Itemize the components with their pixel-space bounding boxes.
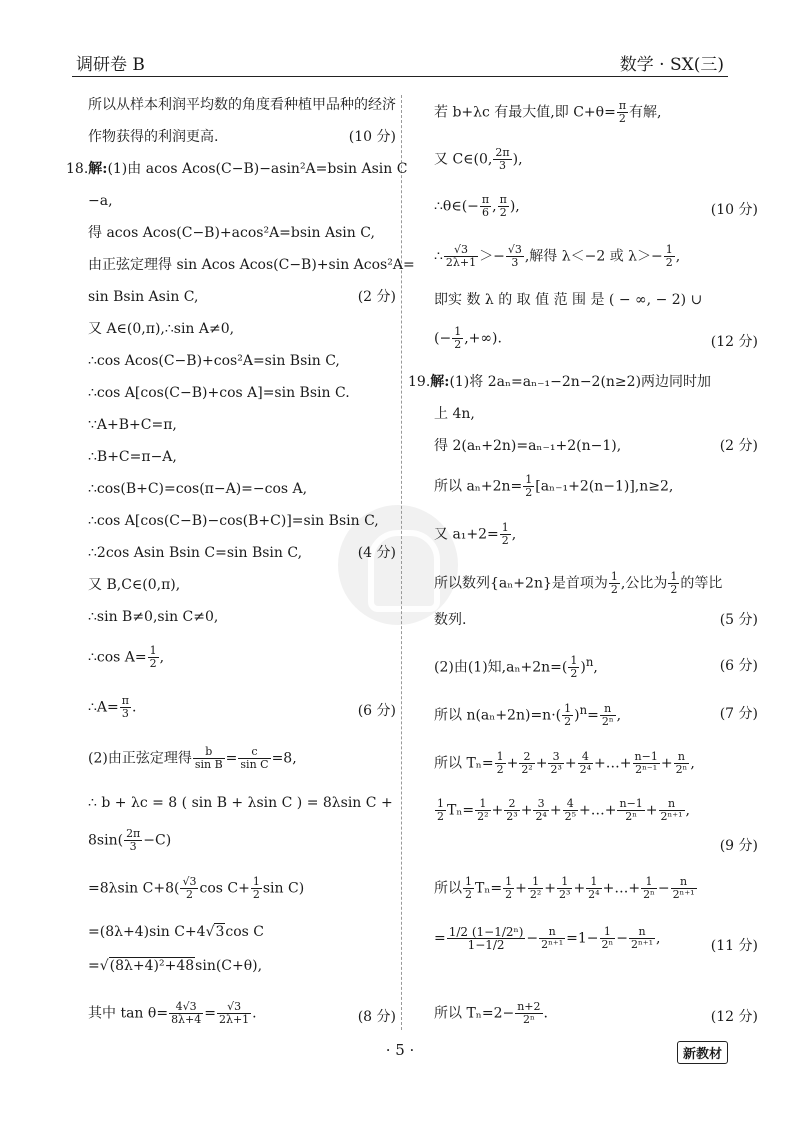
- text-run: =: [88, 958, 100, 974]
- text-run: [aₙ₋₁+2(n−1)],n≥2,: [535, 478, 674, 495]
- fraction-denominator: 2λ+1: [218, 1013, 250, 1026]
- fraction: [609, 571, 620, 596]
- text-run: 又 a₁+2=: [434, 526, 499, 543]
- fraction: [504, 798, 519, 823]
- fraction: [493, 147, 511, 172]
- fraction: [617, 798, 644, 823]
- text-line: ∴cos Acos(C−B)+cos²A=sin Bsin C,: [88, 353, 340, 369]
- fraction-numerator: n: [659, 798, 685, 811]
- text-run: 8sin: [88, 832, 118, 849]
- fraction-numerator: n: [600, 703, 616, 716]
- text-run: −: [439, 330, 452, 347]
- fraction-denominator: 2²: [521, 763, 533, 776]
- fraction-numerator: 1: [437, 797, 444, 810]
- fraction: [120, 695, 131, 720]
- fraction: [515, 1001, 542, 1026]
- fraction-denominator: 2²: [477, 810, 489, 823]
- fraction-denominator: 2⁴: [579, 763, 592, 776]
- text-run: 又 C∈: [434, 151, 474, 168]
- text-run: ,: [656, 930, 661, 947]
- fraction-numerator: b: [193, 746, 225, 759]
- score-note: (2 分): [719, 438, 758, 454]
- fraction-denominator: 2: [454, 338, 462, 351]
- text-run: .: [252, 1005, 257, 1022]
- text-line: ∴cos A[cos(C−B)−cos(B+C)]=sin Bsin C,: [88, 513, 379, 529]
- text-run: ∴: [434, 248, 443, 265]
- fraction-denominator: 2⁴: [535, 810, 547, 823]
- fraction-denominator: 2ⁿ: [675, 763, 688, 776]
- text-line: 得 2(aₙ+2n)=aₙ₋₁+2(n−1),: [434, 438, 622, 454]
- exponent: n: [579, 703, 588, 717]
- text-run: =: [204, 1005, 216, 1022]
- text-line: [434, 571, 722, 596]
- fraction-denominator: 2: [499, 206, 507, 219]
- text-run: +: [535, 755, 548, 772]
- fraction-numerator: π: [499, 193, 507, 206]
- text-line: [88, 695, 136, 720]
- text-line: ∴B+C=π−A,: [88, 449, 177, 465]
- text-run: ,: [159, 649, 165, 666]
- fraction-denominator: 2ⁿ: [625, 810, 638, 823]
- fraction-numerator: 2: [504, 798, 519, 811]
- text-line: 得 acos Acos(C−B)+acos²A=bsin Asin C,: [88, 225, 375, 241]
- fraction: [586, 876, 601, 901]
- fraction: [148, 645, 159, 670]
- score-note: (12 分): [710, 1009, 758, 1025]
- fraction: [659, 798, 685, 823]
- fraction: [539, 926, 565, 951]
- text-run: cos C+: [199, 880, 250, 897]
- radical: (8λ+4)²+48: [109, 958, 195, 974]
- text-run: sin C: [262, 880, 299, 897]
- text-line: 由正弦定理得 sin Acos Acos(C−B)+sin Acos²A=: [88, 257, 415, 273]
- header-title-left: 调研卷 B: [76, 55, 145, 75]
- text-run: ,: [518, 151, 523, 168]
- fraction: [498, 194, 509, 219]
- fraction-numerator: n: [539, 926, 565, 939]
- text-line: [434, 522, 516, 547]
- fraction: [238, 746, 270, 771]
- fraction-denominator: 2λ+1: [445, 256, 477, 269]
- fraction-numerator: 1: [600, 926, 616, 939]
- fraction-denominator: 2ⁿ⁺¹: [631, 938, 653, 951]
- text-line: 又 A∈(0,π),∴sin A≠0,: [88, 321, 235, 337]
- text-run: +: [520, 802, 533, 819]
- text-run: −: [616, 930, 629, 947]
- fraction-denominator: 2: [610, 583, 618, 596]
- fraction-numerator: 1: [665, 243, 673, 256]
- text-line: ∴cos(B+C)=cos(π−A)=−cos A,: [88, 481, 308, 497]
- text-run: ,: [511, 526, 517, 543]
- fraction-denominator: 2: [149, 657, 157, 670]
- text-run: =: [225, 750, 238, 767]
- text-line: [88, 1001, 257, 1026]
- fraction-numerator: 1/2 (1−1/2ⁿ): [448, 925, 524, 939]
- score-note: (6 分): [719, 658, 758, 674]
- question-number: 18.: [66, 161, 89, 177]
- fraction-numerator: √3: [444, 244, 478, 257]
- fraction-denominator: 2ⁿ⁻¹: [635, 763, 658, 776]
- score-note: (10 分): [348, 129, 396, 145]
- fraction-denominator: 2: [570, 667, 578, 681]
- fraction-denominator: 2⁴: [588, 888, 600, 901]
- fraction: [568, 655, 579, 680]
- fraction-numerator: π: [121, 694, 129, 707]
- fraction-numerator: √3: [217, 1001, 251, 1014]
- fraction-numerator: 1: [505, 875, 513, 888]
- fraction-numerator: n: [629, 926, 655, 939]
- text-run: ∴cos A=: [88, 649, 147, 666]
- fraction-numerator: c: [238, 746, 270, 759]
- fraction-denominator: 2ⁿ: [522, 1013, 535, 1026]
- text-run: =: [587, 707, 599, 724]
- text-run: +: [645, 802, 658, 819]
- fraction-denominator: 2ⁿ⁺¹: [541, 938, 564, 951]
- fraction-denominator: 2⁵: [564, 810, 577, 823]
- fraction: [169, 1001, 203, 1026]
- text-run: ,+∞: [464, 330, 493, 347]
- score-note: (10 分): [710, 202, 758, 218]
- text-run: ,: [616, 707, 622, 724]
- fraction-numerator: 1: [564, 702, 572, 716]
- fraction: [578, 751, 593, 776]
- text-line: [434, 798, 690, 823]
- score-note: (9 分): [719, 838, 758, 854]
- text-run: +…+: [594, 755, 632, 772]
- fraction-denominator: 2: [525, 486, 533, 499]
- fraction-numerator: √3: [182, 875, 197, 888]
- fraction: [668, 571, 679, 596]
- fraction-denominator: 2ⁿ⁺¹: [672, 888, 695, 901]
- fraction: [600, 703, 616, 728]
- fraction: [463, 876, 474, 901]
- fraction: [506, 244, 524, 269]
- text-run: +: [506, 755, 519, 772]
- fraction-numerator: 3: [533, 798, 548, 811]
- text-run: +: [564, 755, 577, 772]
- fraction-denominator: 2: [618, 112, 626, 125]
- fraction-numerator: n−1: [634, 750, 658, 763]
- fraction-denominator: 1−1/2: [467, 938, 505, 952]
- fraction-denominator: sin B: [194, 758, 223, 771]
- fraction: [251, 876, 262, 901]
- fraction-numerator: 2π: [495, 146, 510, 159]
- fraction: [444, 244, 478, 269]
- text-run: +…+: [579, 802, 617, 819]
- fraction-numerator: 1: [570, 654, 578, 668]
- fraction: [563, 798, 578, 823]
- text-run: 所以 Tₙ=: [434, 755, 494, 772]
- fraction-numerator: 1: [496, 750, 504, 763]
- text-line: [434, 100, 662, 125]
- fraction-denominator: 3: [121, 707, 129, 720]
- text-run: ,公比为: [620, 575, 668, 592]
- solution-label: 解:: [88, 161, 108, 177]
- text-run: (2)由(1)知,aₙ+2n=: [434, 659, 562, 676]
- text-run: =8λsin C+8: [88, 880, 174, 897]
- text-run: ,: [685, 802, 690, 819]
- fraction-numerator: 2π: [126, 827, 141, 840]
- fraction: [664, 244, 675, 269]
- question-18-line: [66, 159, 407, 179]
- text-run: =(8λ+4)sin C+4: [88, 924, 206, 940]
- score-note: (8 分): [357, 1009, 396, 1025]
- fraction-denominator: 6: [482, 206, 490, 219]
- text-line: = $\frac{\text{1/2 (1−1/2ⁿ)}}{1-1/2}$ − $\frac{n}{\text{2ⁿ⁺¹}}$ =1− $\frac{1}{\text{2ⁿ}}$ − $\frac{n}{\text{2ⁿ⁺¹}}$ ,: [434, 925, 661, 952]
- fraction-numerator: n+2: [517, 1000, 541, 1013]
- fraction: [180, 876, 198, 901]
- score-note: (7 分): [719, 706, 758, 722]
- text-run: sin(C+θ),: [195, 958, 263, 974]
- text-line: −a,: [88, 193, 113, 209]
- fraction: [528, 876, 543, 901]
- fraction-denominator: 2ⁿ: [643, 888, 655, 901]
- fraction: [217, 1001, 251, 1026]
- column-divider: [401, 95, 402, 1030]
- question-number: 19.: [408, 374, 431, 390]
- fraction: [500, 522, 511, 547]
- fraction-denominator: 2: [185, 888, 193, 901]
- fraction: [447, 926, 526, 951]
- text-run: −: [657, 880, 670, 897]
- fraction: [600, 926, 616, 951]
- fraction: [562, 703, 573, 728]
- fraction: [503, 876, 514, 901]
- text-run: ,: [593, 659, 598, 676]
- text-line: 所以 n(aₙ+2n)=n·( $\frac{1}{2}$ )$^n$= $\frac{n}{\text{2ⁿ}}$ ,: [434, 702, 622, 729]
- fraction: [452, 326, 463, 351]
- solution-label: 解:: [430, 374, 450, 390]
- text-line: (1)由 acos Acos(C−B)−asin²A=bsin Asin C: [107, 161, 408, 177]
- fraction-denominator: 2: [252, 888, 260, 901]
- fraction-denominator: 8λ+4: [171, 1013, 202, 1026]
- text-run: ＞−: [479, 248, 505, 265]
- text-run: 0,: [479, 151, 493, 168]
- text-line: 8sin( $\frac{2\pi}{3}$ −C): [88, 827, 172, 853]
- fraction-denominator: 2: [496, 763, 504, 776]
- text-run: cos C: [225, 924, 265, 940]
- fraction: [548, 751, 563, 776]
- text-line: [434, 244, 680, 269]
- fraction-denominator: 2²: [529, 888, 542, 901]
- text-run: ,: [492, 198, 497, 215]
- text-run: 所以 Tₙ=2−: [434, 1005, 515, 1022]
- score-note: (2 分): [357, 289, 396, 305]
- text-run: ,: [690, 755, 695, 772]
- page-header: [72, 48, 728, 77]
- fraction-denominator: 2: [465, 888, 472, 901]
- fraction-denominator: 2: [670, 583, 678, 596]
- text-run: 若 b+λc 有最大值,即 C+θ=: [434, 104, 616, 121]
- fraction-denominator: 2ⁿ⁺¹: [660, 810, 683, 823]
- fraction-numerator: 1: [586, 876, 601, 889]
- text-run: +…+: [602, 880, 641, 897]
- text-run: +: [660, 755, 673, 772]
- text-run: ∴A=: [88, 699, 119, 716]
- score-note: (4 分): [357, 545, 396, 561]
- text-line: [88, 645, 164, 670]
- fraction: [671, 876, 697, 901]
- text-line: ∵A+B+C=π,: [88, 417, 177, 433]
- text-run: =8,: [271, 750, 297, 767]
- text-line: [88, 746, 297, 771]
- text-line: =√(8λ+4)²+48sin(C+θ),: [88, 958, 263, 974]
- text-line: [434, 876, 698, 901]
- fraction: [475, 798, 490, 823]
- text-line: ∴sin B≠0,sin C≠0,: [88, 609, 219, 625]
- text-line: ∴θ∈(− $\frac{\pi}{6}$ , $\frac{\pi}{2}$ ),: [434, 193, 520, 219]
- text-run: +: [573, 880, 586, 897]
- fraction-denominator: 2ⁿ: [601, 938, 614, 951]
- text-run: ∴θ∈: [434, 198, 462, 215]
- fraction-numerator: 1: [252, 875, 260, 888]
- fraction-numerator: 1: [670, 570, 678, 583]
- text-run: 的等比: [680, 575, 723, 592]
- fraction: [124, 828, 142, 853]
- fraction: [495, 751, 506, 776]
- fraction: [480, 194, 491, 219]
- fraction-numerator: 1: [525, 473, 533, 486]
- text-run: 所以 n(aₙ+2n)=n·: [434, 707, 556, 724]
- fraction-numerator: 1: [475, 798, 490, 811]
- fraction-numerator: 1: [465, 875, 472, 888]
- score-note: (12 分): [710, 334, 758, 350]
- text-run: +: [549, 802, 562, 819]
- text-run: 所以 aₙ+2n=: [434, 478, 523, 495]
- fraction: [557, 876, 572, 901]
- fraction-numerator: √3: [507, 243, 522, 256]
- text-line: (2)由(1)知,aₙ+2n=( $\frac{1}{2}$ )$^n$,: [434, 654, 598, 681]
- text-line: 数列.: [434, 612, 467, 628]
- fraction-numerator: n: [671, 876, 697, 889]
- fraction-numerator: π: [481, 193, 490, 206]
- text-run: +: [491, 802, 504, 819]
- fraction-denominator: 2: [437, 810, 444, 823]
- text-line: 又 B,C∈(0,π),: [88, 577, 181, 593]
- fraction-numerator: 1: [557, 876, 572, 889]
- fraction: [674, 751, 690, 776]
- text-run: =1−: [566, 930, 599, 947]
- text-line: ∴2cos Asin Bsin C=sin Bsin C,: [88, 545, 303, 561]
- text-line: ∴cos A[cos(C−B)+cos A]=sin Bsin C.: [88, 385, 350, 401]
- text-run: Tₙ=: [447, 802, 475, 819]
- fraction-denominator: 2³: [506, 810, 518, 823]
- fraction-numerator: 2: [519, 751, 534, 764]
- text-line: [434, 1001, 548, 1026]
- score-note: (6 分): [357, 703, 396, 719]
- header-title-right: 数学 · SX(三): [619, 55, 724, 75]
- fraction: [641, 876, 657, 901]
- text-run: ,: [675, 248, 681, 265]
- text-run: +: [544, 880, 557, 897]
- text-line: 即实 数 λ 的 取 值 范 围 是 ( − ∞, − 2) ∪: [434, 292, 703, 308]
- fraction-denominator: 3: [498, 159, 506, 172]
- fraction-numerator: 4: [563, 798, 578, 811]
- text-run: 其中 tan θ=: [88, 1005, 169, 1022]
- fraction-numerator: 1: [641, 876, 657, 889]
- fraction-denominator: 2: [665, 256, 673, 269]
- fraction-numerator: 1: [528, 876, 543, 889]
- fraction: [435, 798, 446, 823]
- text-line: =(8λ+4)sin C+4√3cos C: [88, 924, 265, 940]
- fraction-numerator: 1: [454, 325, 462, 338]
- text-run: ,: [515, 198, 520, 215]
- text-run: +: [515, 880, 527, 897]
- text-line: 又 C∈(0, $\frac{2\pi}{3}$ ),: [434, 146, 523, 172]
- fraction-numerator: n: [674, 751, 690, 764]
- question-19-line: [408, 372, 711, 392]
- fraction-denominator: sin C: [240, 758, 269, 771]
- fraction-numerator: π: [618, 99, 627, 112]
- text-run: ,解得 λ＜−2 或 λ＞−: [524, 248, 663, 265]
- text-line: 所以从样本利润平均数的角度看种植甲品种的经济: [88, 97, 396, 113]
- fraction-numerator: 3: [548, 751, 563, 764]
- text-run: .: [131, 699, 137, 716]
- text-line: (1)将 2aₙ=aₙ₋₁−2n−2(n≥2)两边同时加: [449, 374, 712, 390]
- text-run: 所以: [434, 880, 462, 897]
- fraction-denominator: 2³: [550, 763, 562, 776]
- fraction-numerator: 4: [578, 751, 593, 764]
- text-run: .: [497, 330, 502, 347]
- fraction-denominator: 2: [501, 534, 509, 547]
- text-line: ∴ b + λc = 8 ( sin B + λsin C ) = 8λsin C +: [88, 795, 393, 811]
- fraction-denominator: 2³: [559, 888, 571, 901]
- score-note: (11 分): [710, 938, 758, 954]
- edition-badge: 新教材: [677, 1041, 728, 1064]
- fraction-numerator: 1: [501, 521, 509, 534]
- text-run: −: [467, 198, 479, 215]
- fraction: [533, 798, 548, 823]
- text-run: .: [543, 1005, 548, 1022]
- fraction: [617, 100, 628, 125]
- text-run: −C: [143, 832, 166, 849]
- text-run: −: [526, 930, 539, 947]
- text-run: 有解,: [629, 104, 662, 121]
- text-line: 上 4n,: [434, 406, 475, 422]
- fraction-denominator: 3: [129, 840, 137, 853]
- text-line: 作物获得的利润更高.: [88, 129, 219, 145]
- exponent: n: [585, 655, 594, 669]
- fraction-denominator: 2: [564, 715, 572, 729]
- fraction: [629, 926, 655, 951]
- page-number: · 5 ·: [385, 1041, 415, 1059]
- text-line: sin Bsin Asin C,: [88, 289, 199, 305]
- fraction-numerator: 1: [149, 644, 157, 657]
- fraction-numerator: 4√3: [169, 1001, 203, 1014]
- fraction: [193, 746, 225, 771]
- fraction-denominator: 2: [505, 888, 513, 901]
- text-line: [434, 751, 695, 776]
- fraction: [523, 474, 534, 499]
- text-line: =8λsin C+8( $\frac{√3}{2}$ cos C+ $\frac{1}{2}$ sin C): [88, 875, 305, 901]
- text-run: Tₙ=: [475, 880, 503, 897]
- text-line: (− $\frac{1}{2}$ ,+∞).: [434, 325, 502, 351]
- text-run: (2)由正弦定理得: [88, 750, 192, 767]
- fraction-denominator: 2ⁿ: [601, 715, 614, 729]
- fraction-denominator: 3: [511, 256, 519, 269]
- text-line: [434, 474, 673, 499]
- text-run: 所以数列{aₙ+2n}是首项为: [434, 575, 608, 592]
- fraction: [519, 751, 534, 776]
- fraction-numerator: 1: [610, 570, 618, 583]
- score-note: (5 分): [719, 612, 758, 628]
- fraction-numerator: n−1: [619, 797, 643, 810]
- fraction: [633, 751, 660, 776]
- radical: 3: [215, 924, 225, 940]
